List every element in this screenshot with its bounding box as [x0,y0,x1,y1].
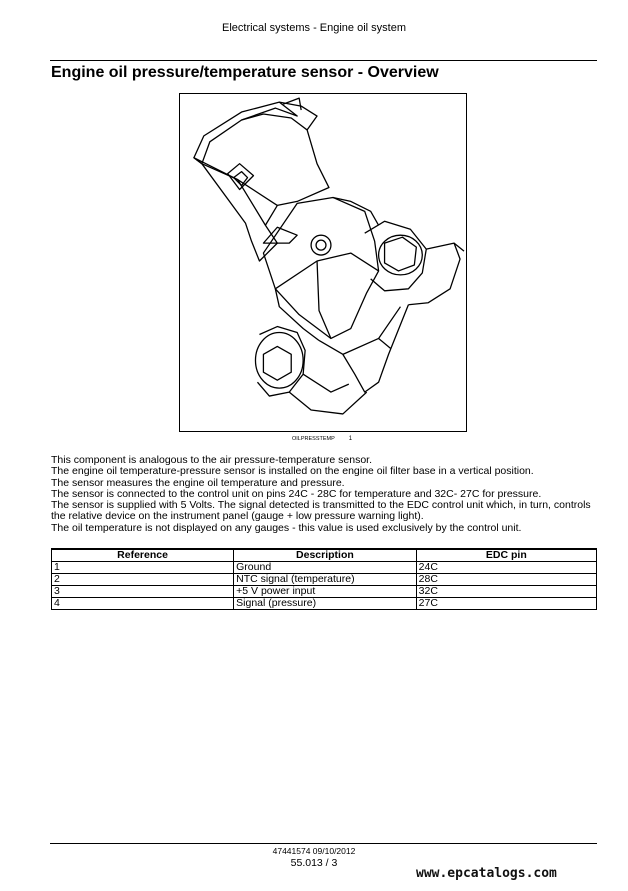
paragraph: This component is analogous to the air pressure-temperature sensor. [51,454,373,466]
table-header-row [52,549,597,562]
figure-caption-label: OILPRESSTEMP [292,436,335,442]
watermark: www.epcatalogs.com [416,866,557,881]
paragraph: The sensor measures the engine oil temperature and pressure. [51,476,345,489]
cell-description: Ground [234,562,417,574]
table-row [52,562,597,574]
cell-edc-pin: 27C [416,598,596,610]
table-row [52,598,597,610]
figure-number: 1 [348,436,353,442]
page-title: Engine oil pressure/temperature sensor - Overview [51,64,439,81]
footer-rule [50,843,597,844]
reference-table [51,548,597,610]
cell-reference: 1 [52,562,234,574]
cell-reference: 3 [52,586,234,598]
cell-description: Signal (pressure) [234,598,417,610]
header-rule [50,60,597,61]
figure-caption [292,436,352,442]
sensor-illustration [179,93,467,432]
table-row [52,586,597,598]
page-number: 55.013 / 3 [290,857,338,869]
column-header-description: Description [234,549,417,562]
paragraph: The sensor is supplied with 5 Volts. The signal detected is transmitted to the EDC control unit which, in turn, controls the relative device on the instrument panel (gauge + low pressure warning light). [51,499,591,523]
column-header-edc-pin: EDC pin [416,549,596,562]
paragraph: The oil temperature is not displayed on any gauges - this value is used exclusively by the control unit. [51,521,522,534]
page-header: Electrical systems - Engine oil system [222,22,406,34]
paragraph: The engine oil temperature-pressure sensor is installed on the engine oil filter base in a vertical position. [51,465,534,478]
cell-description: +5 V power input [234,586,417,598]
cell-reference: 4 [52,598,234,610]
table-row [52,574,597,586]
document-reference: 47441574 09/10/2012 [272,846,356,856]
column-header-reference: Reference [52,549,234,562]
cell-edc-pin: 28C [416,574,596,586]
cell-edc-pin: 24C [416,562,596,574]
cell-reference: 2 [52,574,234,586]
cell-description: NTC signal (temperature) [234,574,417,586]
paragraph: The sensor is connected to the control unit on pins 24C - 28C for temperature and 32C- 27C for pressure. [51,487,542,500]
cell-edc-pin: 32C [416,586,596,598]
body-text [51,455,599,534]
